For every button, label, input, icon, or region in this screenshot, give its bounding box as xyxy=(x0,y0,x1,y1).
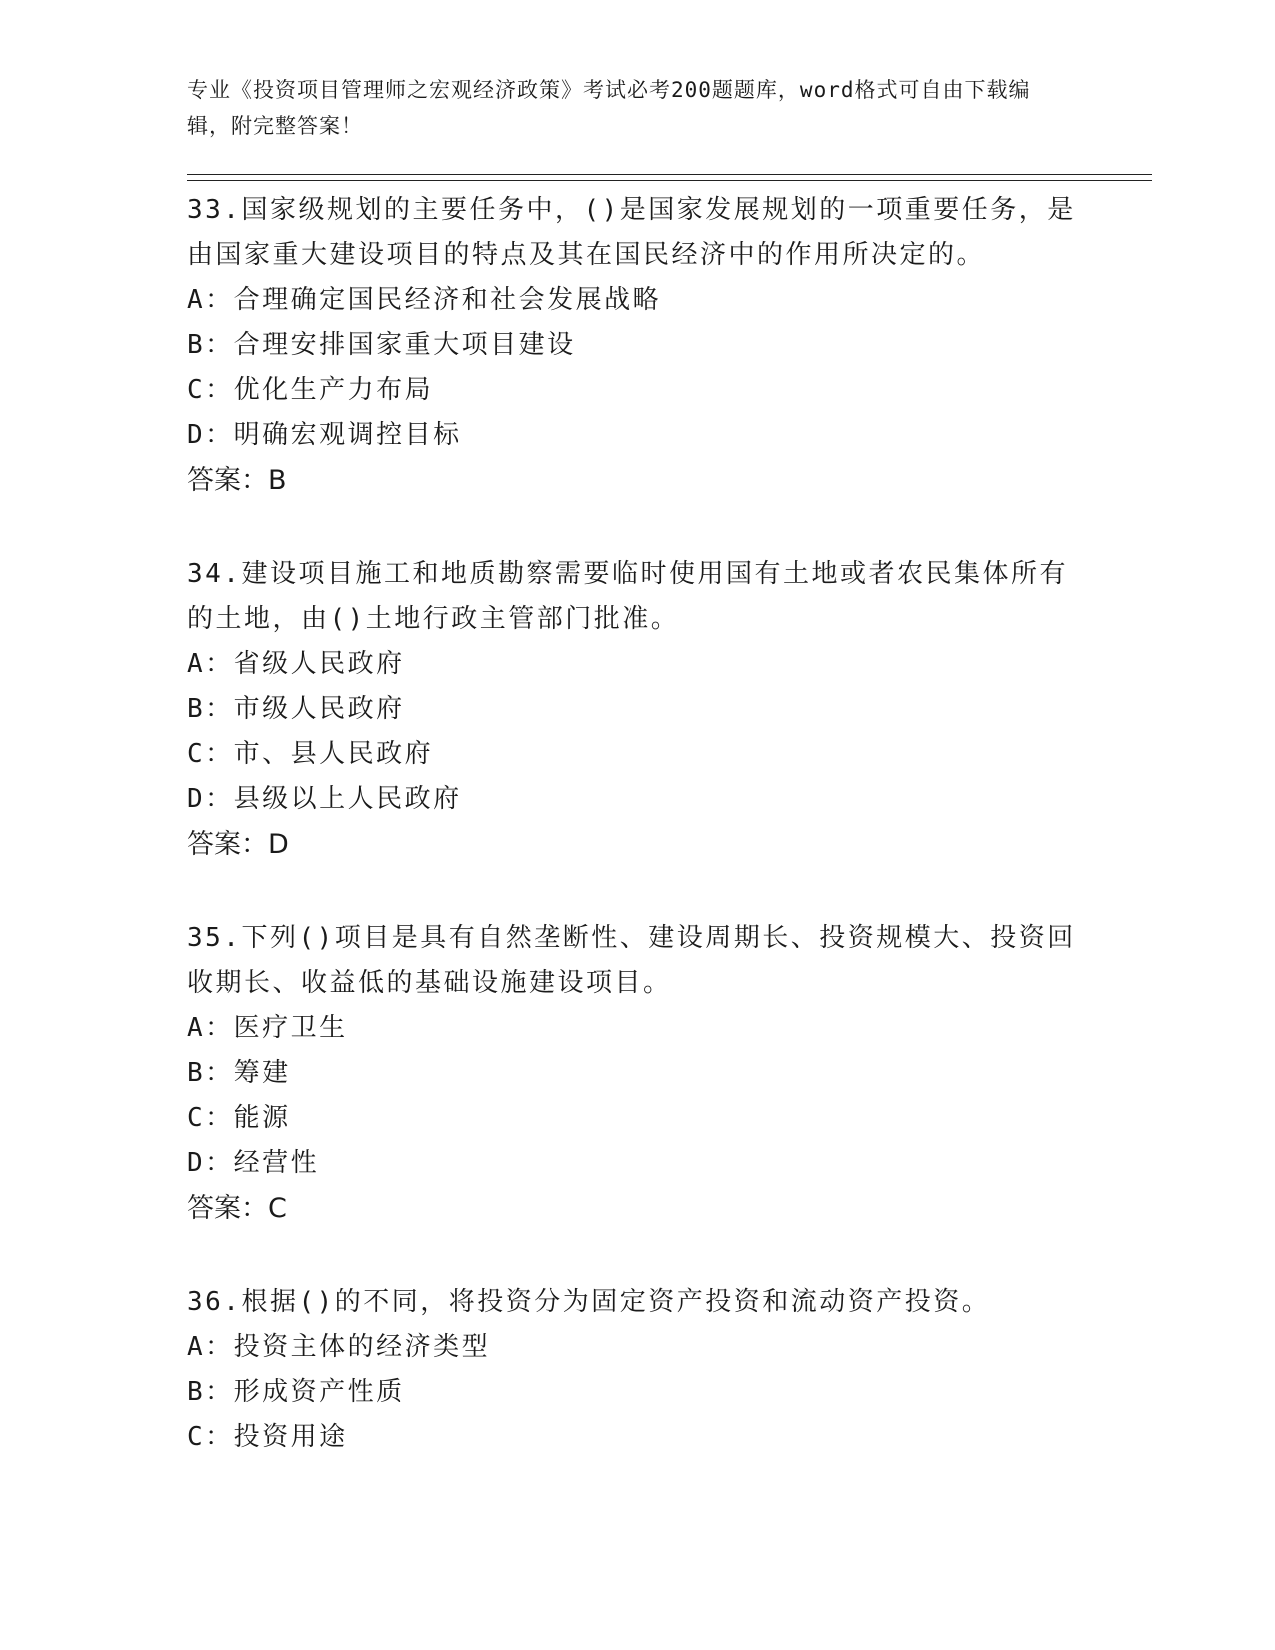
option-a: A：省级人民政府 xyxy=(187,649,405,679)
option-c: C：优化生产力布局 xyxy=(187,375,434,405)
option-d: D：经营性 xyxy=(187,1148,320,1178)
question-33 xyxy=(187,188,1087,503)
question-stem: 36.根据()的不同，将投资分为固定资产投资和流动资产投资。 xyxy=(187,1287,991,1317)
question-stem: 33.国家级规划的主要任务中，()是国家发展规划的一项重要任务，是由国家重大建设项目的特点及其在国民经济中的作用所决定的。 xyxy=(187,195,1076,270)
option-c: C：投资用途 xyxy=(187,1422,348,1452)
answer-line: 答案：D xyxy=(187,829,289,860)
document-intro: 专业《投资项目管理师之宏观经济政策》考试必考200题题库，word格式可自由下载编辑，附完整答案！ xyxy=(187,78,1031,138)
question-34 xyxy=(187,552,1087,867)
option-b: B：形成资产性质 xyxy=(187,1377,405,1407)
option-b: B：筹建 xyxy=(187,1058,291,1088)
option-a: A：合理确定国民经济和社会发展战略 xyxy=(187,285,662,315)
option-d: D：县级以上人民政府 xyxy=(187,784,462,814)
question-35 xyxy=(187,916,1087,1231)
option-a: A：医疗卫生 xyxy=(187,1013,348,1043)
answer-line: 答案：C xyxy=(187,1193,287,1224)
option-b: B：合理安排国家重大项目建设 xyxy=(187,330,576,360)
option-a: A：投资主体的经济类型 xyxy=(187,1332,491,1362)
question-stem: 35.下列()项目是具有自然垄断性、建设周期长、投资规模大、投资回收期长、收益低的基础设施建设项目。 xyxy=(187,923,1076,998)
question-36 xyxy=(187,1280,1087,1460)
answer-line: 答案：B xyxy=(187,465,287,496)
option-c: C：能源 xyxy=(187,1103,291,1133)
header-divider-bottom xyxy=(187,180,1152,181)
option-b: B：市级人民政府 xyxy=(187,694,405,724)
option-d: D：明确宏观调控目标 xyxy=(187,420,462,450)
header-divider-top xyxy=(187,174,1152,175)
question-stem: 34.建设项目施工和地质勘察需要临时使用国有土地或者农民集体所有的土地，由()土地行政主管部门批准。 xyxy=(187,559,1068,634)
option-c: C：市、县人民政府 xyxy=(187,739,434,769)
